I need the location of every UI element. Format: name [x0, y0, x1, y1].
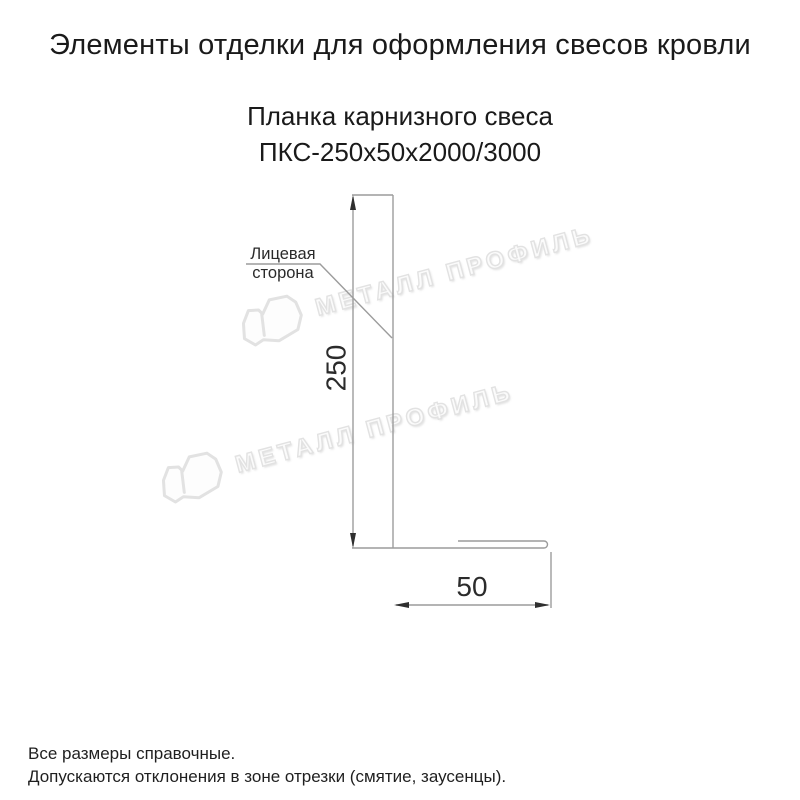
face-side-label-line1: Лицевая: [250, 245, 316, 263]
face-side-label: [240, 245, 326, 283]
arrowhead-right-icon: [535, 602, 550, 608]
arrowhead-up-icon: [350, 195, 356, 210]
page-title: Элементы отделки для оформления свесов кровли: [49, 29, 751, 61]
footer-note-2: Допускаются отклонения в зоне отрезки (смятие, заусенцы).: [28, 767, 507, 786]
arrowhead-down-icon: [350, 533, 356, 548]
footer-note-1: Все размеры справочные.: [28, 744, 236, 763]
watermark-text: МЕТАЛЛ ПРОФИЛЬ: [312, 221, 597, 322]
dim-width-label: 50: [456, 571, 488, 602]
profile-hem-line: [458, 541, 548, 548]
face-side-label-line2: сторона: [252, 264, 314, 282]
product-code: ПКС-250х50х2000/3000: [258, 137, 542, 167]
product-subtitle: Планка карнизного свеса: [247, 101, 553, 131]
arrowhead-left-icon: [394, 602, 409, 608]
footer-notes: [28, 742, 506, 788]
dim-height-label: 250: [320, 344, 352, 392]
watermark-text: МЕТАЛЛ ПРОФИЛЬ: [232, 378, 517, 479]
